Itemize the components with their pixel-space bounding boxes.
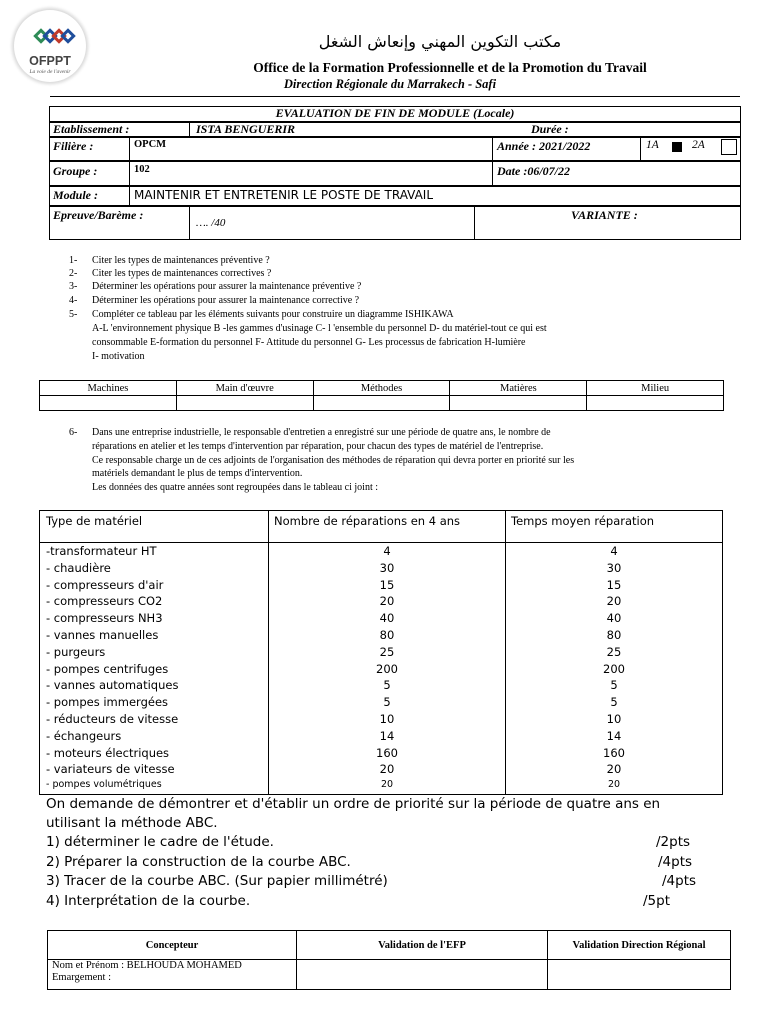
- table-row: [40, 381, 724, 396]
- divider: [492, 137, 493, 161]
- table-header-cell: Temps moyen réparation: [511, 514, 655, 528]
- validation-direction-cell[interactable]: [548, 960, 731, 990]
- abc-task: 2) Préparer la construction de la courbe ABC.: [46, 854, 351, 870]
- repairs-count-cell: 25: [379, 644, 395, 659]
- table-header-cell: Type de matériel: [46, 514, 143, 528]
- repairs-count-cell: 30: [379, 560, 395, 575]
- validation-efp-cell[interactable]: [297, 960, 548, 990]
- divider: [640, 137, 641, 161]
- question-text: Déterminer les opérations pour assurer la maintenance préventive ?: [92, 281, 362, 292]
- abc-intro: utilisant la méthode ABC.: [46, 815, 218, 831]
- divider: [492, 161, 493, 186]
- avg-time-cell: 20: [606, 594, 622, 609]
- variante-label: VARIANTE :: [571, 208, 638, 222]
- repairs-count-cell: 200: [376, 661, 398, 676]
- etablissement-value: ISTA BENGUERIR: [196, 122, 296, 136]
- duree-label: Durée :: [531, 122, 569, 136]
- question-number: 2-: [69, 268, 78, 279]
- question-number: 6-: [69, 427, 78, 438]
- avg-time-cell: 160: [603, 745, 625, 760]
- repairs-count-cell: 20: [379, 594, 395, 609]
- year-1-checkbox[interactable]: [672, 142, 682, 152]
- question-text: Citer les types de maintenances préventive ?: [92, 255, 270, 266]
- material-type-cell: - compresseurs NH3: [46, 611, 163, 626]
- abc-task-points: /2pts: [656, 834, 691, 850]
- material-type-cell: - compresseurs CO2: [46, 594, 163, 609]
- bareme-value: …. /40: [196, 217, 226, 229]
- material-type-cell: - purgeurs: [46, 644, 106, 659]
- q6-line: Ce responsable charge un de ces adjoints de l'organisation des méthodes de réparation qui devra porter en priorité sur les: [92, 455, 575, 466]
- repairs-count-cell: 5: [383, 695, 391, 710]
- repairs-count-cell: 14: [379, 728, 395, 743]
- question-text: Compléter ce tableau par les éléments suivants pour construire un diagramme ISHIKAWA: [92, 309, 454, 320]
- q5-items-line: consommable E-formation du personnel F- Attitude du personnel G- Les processus de fabrication H-lumière: [92, 337, 526, 348]
- etablissement-row: [49, 122, 741, 137]
- materials-table: [39, 510, 723, 795]
- table-header-cell: Milieu: [587, 381, 724, 396]
- avg-time-cell: 15: [606, 577, 622, 592]
- etablissement-label: Etablissement :: [53, 122, 130, 136]
- avg-time-cell: 40: [606, 611, 622, 626]
- question-text: Déterminer les opérations pour assurer la maintenance corrective ?: [92, 295, 360, 306]
- repairs-count-cell: 10: [379, 712, 395, 726]
- groupe-value: 102: [134, 164, 150, 175]
- q5-items-line: A-L 'environnement physique B -les gammes d'usinage C- l 'ensemble du personnel D- du matériel-tout ce qui est: [92, 323, 547, 334]
- question-number: 3-: [69, 281, 78, 292]
- q6-line: Les données des quatre années sont regroupées dans le tableau ci joint :: [92, 482, 379, 493]
- date-label: Date :06/07/22: [497, 164, 570, 178]
- table-cell[interactable]: [587, 396, 724, 411]
- table-row: [48, 960, 731, 990]
- material-type-cell: - variateurs de vitesse: [46, 762, 175, 777]
- module-label: Module :: [53, 188, 98, 202]
- year-2-checkbox[interactable]: [721, 139, 737, 155]
- table-header-cell: Nombre de réparations en 4 ans: [274, 514, 461, 528]
- direction-title: Direction Régionale du Marrakech - Safi: [283, 77, 497, 91]
- divider: [189, 206, 190, 240]
- abc-intro: On demande de démontrer et d'établir un ordre de priorité sur la période de quatre ans en: [46, 796, 661, 812]
- concepteur-name: Nom et Prénom : BELHOUDA MOHAMED: [52, 960, 242, 971]
- question-text: Citer les types de maintenances correctives ?: [92, 268, 272, 279]
- question-number: 4-: [69, 295, 78, 306]
- material-type-cell: - chaudière: [46, 560, 111, 575]
- abc-task: 1) déterminer le cadre de l'étude.: [46, 834, 274, 850]
- repairs-count-cell: 4: [383, 544, 391, 558]
- table-row: [40, 396, 724, 411]
- table-row: [48, 931, 731, 960]
- arabic-title: مكتب التكوين المهني وإنعاش الشغل: [318, 32, 562, 51]
- table-header-cell: Concepteur: [48, 931, 297, 960]
- avg-time-cell: 30: [606, 560, 622, 575]
- logo-tagline: La voie de l'avenir: [29, 69, 71, 75]
- repairs-count-cell: 80: [379, 628, 395, 642]
- repairs-count-cell: 20: [379, 762, 395, 777]
- divider: [129, 161, 130, 186]
- groupe-row: [49, 161, 741, 186]
- year-2-label: 2A: [692, 139, 705, 151]
- groupe-label: Groupe :: [53, 164, 98, 178]
- divider: [40, 542, 722, 543]
- avg-time-cell: 20: [606, 762, 622, 777]
- material-type-cell: - vannes automatiques: [46, 678, 179, 693]
- avg-time-cell: 4: [610, 544, 618, 558]
- divider: [474, 206, 475, 240]
- divider: [129, 186, 130, 206]
- table-header-cell: Validation Direction Régional: [548, 931, 731, 960]
- avg-time-cell: 14: [606, 728, 622, 743]
- annee-label: Année : 2021/2022: [497, 139, 591, 153]
- avg-time-cell: 25: [606, 644, 622, 659]
- table-cell[interactable]: [450, 396, 587, 411]
- repairs-count-cell: 160: [376, 745, 398, 760]
- material-type-cell: - échangeurs: [46, 728, 122, 743]
- repairs-count-cell: 20: [380, 779, 394, 791]
- avg-time-cell: 5: [610, 695, 618, 710]
- material-type-cell: - pompes volumétriques: [46, 779, 162, 791]
- concepteur-cell: [48, 960, 297, 990]
- question-number: 5-: [69, 309, 78, 320]
- table-header-cell: Machines: [40, 381, 177, 396]
- q6-line: Dans une entreprise industrielle, le responsable d'entretien a enregistré sur une période de quatre ans, le nombre de: [92, 427, 551, 438]
- filiere-value: OPCM: [134, 139, 167, 150]
- abc-task: 3) Tracer de la courbe ABC. (Sur papier millimétré): [46, 873, 388, 889]
- avg-time-cell: 80: [606, 628, 622, 642]
- avg-time-cell: 10: [606, 712, 622, 726]
- office-title: Office de la Formation Professionnelle et de la Promotion du Travail: [253, 60, 647, 75]
- table-header-cell: Méthodes: [313, 381, 450, 396]
- ishikawa-table: [39, 380, 724, 411]
- repairs-count-cell: 40: [379, 611, 395, 626]
- abc-task-points: /4pts: [662, 873, 697, 889]
- table-header-cell: Validation de l'EFP: [297, 931, 548, 960]
- material-type-cell: - moteurs électriques: [46, 745, 170, 760]
- material-type-cell: - vannes manuelles: [46, 628, 159, 642]
- divider: [189, 122, 190, 137]
- table-cell[interactable]: [176, 396, 313, 411]
- question-number: 1-: [69, 255, 78, 266]
- material-type-cell: -transformateur HT: [46, 544, 157, 558]
- logo-text: OFPPT: [29, 54, 71, 68]
- abc-task-points: /4pts: [658, 854, 693, 870]
- table-header-cell: Matières: [450, 381, 587, 396]
- filiere-label: Filière :: [53, 139, 94, 153]
- q6-line: réparations en atelier et les temps d'intervention par réparation, pour chacun des types de matériel de l'entreprise.: [92, 441, 544, 452]
- repairs-count-cell: 5: [383, 678, 391, 693]
- material-type-cell: - réducteurs de vitesse: [46, 712, 179, 726]
- ofppt-logo: [14, 10, 86, 82]
- abc-task: 4) Interprétation de la courbe.: [46, 893, 251, 909]
- q6-line: matériels demandant le plus de temps d'intervention.: [92, 468, 303, 479]
- table-cell[interactable]: [40, 396, 177, 411]
- signature-table: [47, 930, 731, 990]
- emargement-label: Emargement :: [52, 972, 111, 983]
- q5-items-line: I- motivation: [92, 351, 145, 362]
- avg-time-cell: 5: [610, 678, 618, 693]
- header-rule: [50, 96, 740, 97]
- repairs-count-cell: 15: [379, 577, 395, 592]
- epreuve-label: Epreuve/Barème :: [53, 208, 144, 222]
- avg-time-cell: 20: [607, 779, 621, 791]
- avg-time-cell: 200: [603, 661, 625, 676]
- material-type-cell: - pompes centrifuges: [46, 661, 169, 676]
- table-header-cell: Main d'œuvre: [176, 381, 313, 396]
- abc-task-points: /5pt: [643, 893, 670, 909]
- form-title: EVALUATION DE FIN DE MODULE (Locale): [275, 106, 515, 120]
- divider: [129, 137, 130, 161]
- table-cell[interactable]: [313, 396, 450, 411]
- module-value: MAINTENIR ET ENTRETENIR LE POSTE DE TRAVAIL: [134, 188, 434, 202]
- material-type-cell: - pompes immergées: [46, 695, 169, 710]
- material-type-cell: - compresseurs d'air: [46, 577, 164, 592]
- year-1-label: 1A: [646, 139, 659, 151]
